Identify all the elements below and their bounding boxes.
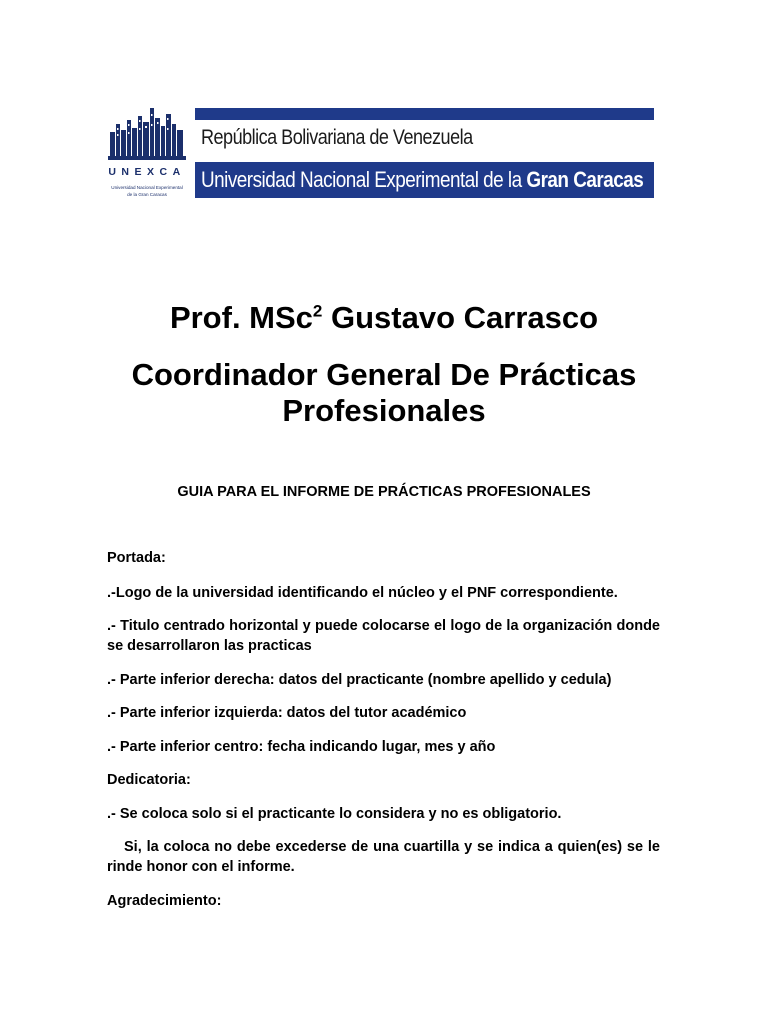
logo-subtitle-line1: Universidad Nacional Experimental (111, 185, 183, 190)
portada-item-3: .- Parte inferior derecha: datos del practicante (nombre apellido y cedula) (107, 672, 612, 688)
portada-item-5: .- Parte inferior centro: fecha indicando lugar, mes y año (107, 739, 496, 755)
banner-country: República Bolivariana de Venezuela (201, 126, 473, 149)
banner-university (201, 167, 643, 193)
author-role-line2: Profesionales (282, 393, 486, 428)
author-superscript: 2 (312, 301, 323, 321)
banner-top-bar (195, 108, 654, 120)
portada-item-1: .-Logo de la universidad identificando el núcleo y el PNF correspondiente. (107, 585, 618, 601)
city-skyline-icon (108, 106, 186, 164)
author-prefix: Prof. MSc (169, 300, 313, 335)
dedicatoria-item-1: .- Se coloca solo si el practicante lo considera y no es obligatorio. (107, 806, 562, 822)
logo-name: UNEXCA (108, 166, 186, 178)
university-logo (108, 106, 186, 200)
dedicatoria-item-2: Si, la coloca no debe excederse de una cuartilla y se indica a quien(es) se le rinde honor con el informe. (107, 839, 660, 875)
author-name (0, 300, 768, 336)
portada-heading: Portada: (107, 550, 166, 566)
guide-title: GUIA PARA EL INFORME DE PRÁCTICAS PROFESIONALES (177, 484, 591, 500)
author-rest: Gustavo Carrasco (322, 300, 599, 335)
portada-item-2: .- Titulo centrado horizontal y puede colocarse el logo de la organización donde se desarrollaron las practicas (107, 618, 660, 654)
banner-university-regular: Universidad Nacional Experimental de la (201, 167, 527, 192)
author-role-line1: Coordinador General De Prácticas (131, 357, 637, 392)
dedicatoria-heading: Dedicatoria: (107, 772, 191, 788)
banner-bottom-bar (195, 162, 654, 198)
author-role (0, 357, 768, 429)
portada-item-4: .- Parte inferior izquierda: datos del tutor académico (107, 705, 467, 721)
agradecimiento-heading: Agradecimiento: (107, 893, 222, 909)
banner-university-bold: Gran Caracas (526, 167, 644, 192)
logo-subtitle-line2: de la Gran Caracas (127, 192, 167, 197)
